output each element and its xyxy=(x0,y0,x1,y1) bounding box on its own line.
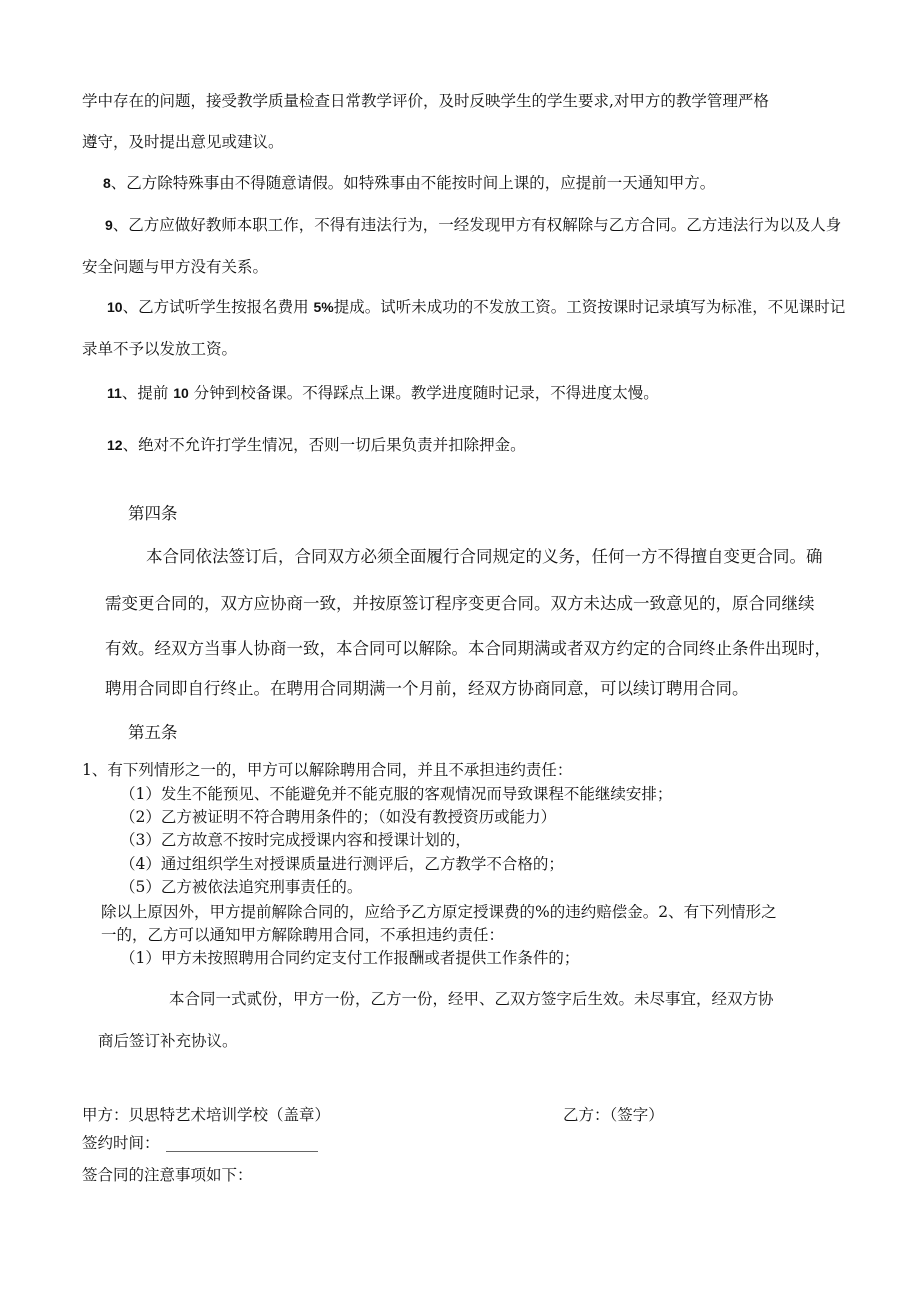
item-text: 、绝对不允许打学生情况，否则一切后果负责并扣除押金。 xyxy=(122,436,526,454)
item-text: 、提前 xyxy=(121,384,174,402)
minutes-value: 10 xyxy=(173,385,189,401)
item-text: 、乙方试听学生按报名费用 xyxy=(122,298,314,316)
article4-line2: 需变更合同的，双方应协商一致，并按原签订程序变更合同。双方未达成一致意见的，原合同继续 xyxy=(105,594,815,613)
clause3-cont-line1: 学中存在的问题，接受教学质量检查日常教学评价，及时反映学生的学生要求,对甲方的教学管理严格 xyxy=(82,92,769,110)
party-b: 乙方：（签字） xyxy=(563,1106,664,1124)
article4-heading: 第四条 xyxy=(128,504,178,523)
closing-line1: 本合同一式贰份，甲方一份，乙方一份，经甲、乙双方签字后生效。未尽事宜，经双方协 xyxy=(169,990,774,1008)
clause3-cont-line2: 遵守，及时提出意见或建议。 xyxy=(82,133,284,151)
article5-case-3: （3）乙方故意不按时完成授课内容和授课计划的， xyxy=(120,831,471,849)
article5-case-5: （5）乙方被依法追究刑事责任的。 xyxy=(120,878,363,896)
article5-para-line2: 一的，乙方可以通知甲方解除聘用合同，不承担违约责任： xyxy=(101,926,505,944)
article4-line4: 聘用合同即自行终止。在聘用合同期满一个月前，经双方协商同意，可以续订聘用合同。 xyxy=(105,679,749,698)
item-number: 11 xyxy=(107,385,122,401)
item-number: 12 xyxy=(107,437,123,453)
item-number: 8 xyxy=(103,175,111,191)
item-number: 10 xyxy=(107,299,123,315)
item-9-line2: 安全问题与甲方没有关系。 xyxy=(82,258,269,276)
article4-line3: 有效。经双方当事人协商一致，本合同可以解除。本合同期满或者双方约定的合同终止条件出现时， xyxy=(105,639,831,658)
item-9 xyxy=(105,214,841,236)
item-10-line2: 录单不予以发放工资。 xyxy=(82,340,238,358)
commission-percent: 5% xyxy=(313,299,334,315)
article5-intro: 1、有下列情形之一的，甲方可以解除聘用合同，并且不承担违约责任： xyxy=(82,761,573,779)
item-text: 分钟到校备课。不得踩点上课。教学进度随时记录，不得进度太慢。 xyxy=(188,384,659,402)
sign-time-blank[interactable] xyxy=(166,1135,318,1152)
sign-time-label: 签约时间： xyxy=(82,1134,160,1152)
item-8 xyxy=(103,172,715,194)
article5-case-4: （4）通过组织学生对授课质量进行测评后，乙方教学不合格的； xyxy=(120,855,564,873)
article5-case2-1: （1）甲方未按照聘用合同约定支付工作报酬或者提供工作条件的； xyxy=(120,949,580,967)
item-number: 9 xyxy=(105,217,113,233)
notes-heading: 签合同的注意事项如下： xyxy=(82,1166,253,1184)
party-a: 甲方：贝思特艺术培训学校（盖章） xyxy=(82,1106,331,1124)
article5-para-line1: 除以上原因外，甲方提前解除合同的，应给予乙方原定授课费的%的违约赔偿金。2、有下列情形之 xyxy=(101,903,777,921)
article4-line1: 本合同依法签订后，合同双方必须全面履行合同规定的义务，任何一方不得擅自变更合同。确 xyxy=(146,547,823,566)
item-text: 提成。试听未成功的不发放工资。工资按课时记录填写为标准，不见课时记 xyxy=(333,298,846,316)
sign-time-row xyxy=(82,1132,318,1154)
item-text: 、乙方除特殊事由不得随意请假。如特殊事由不能按时间上课的，应提前一天通知甲方。 xyxy=(110,174,716,192)
item-12 xyxy=(107,434,526,456)
article5-case-1: （1）发生不能预见、不能避免并不能克服的客观情况而导致课程不能继续安排； xyxy=(120,785,673,803)
item-10 xyxy=(107,296,845,318)
item-text: 、乙方应做好教师本职工作，不得有违法行为，一经发现甲方有权解除与乙方合同。乙方违法行为以及人身 xyxy=(112,216,842,234)
article5-heading: 第五条 xyxy=(128,723,178,742)
article5-case-2: （2）乙方被证明不符合聘用条件的；（如没有教授资历或能力） xyxy=(120,808,557,826)
closing-line2: 商后签订补充协议。 xyxy=(98,1032,238,1050)
item-11 xyxy=(107,382,659,404)
